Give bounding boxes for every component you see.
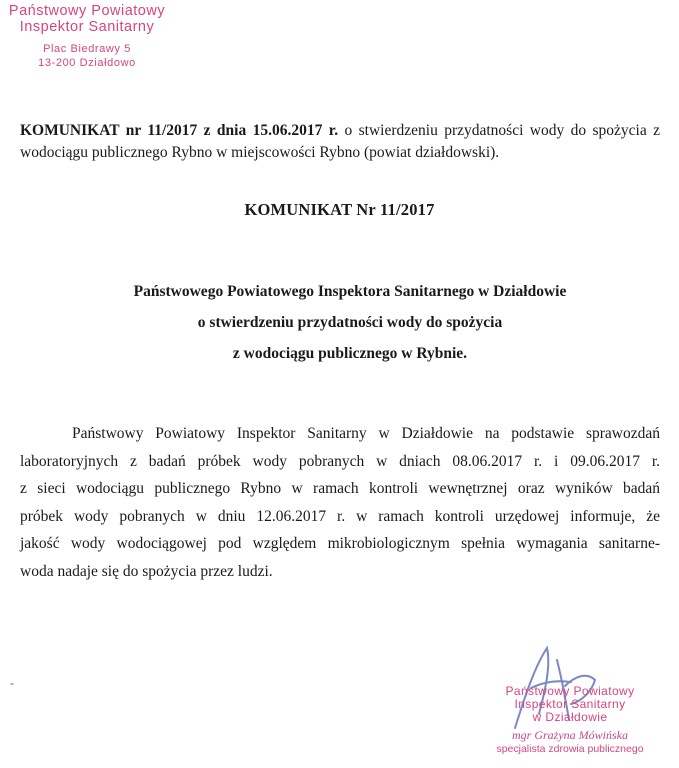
subtitle-line-3: z wodociągu publicznego w Rybnie. [232,345,468,362]
margin-mark: - [10,676,14,690]
stamp-signatory-role: specjalista zdrowia publicznego [496,742,644,755]
stamp-bottom-line-3: w Działdowie [532,710,608,725]
office-stamp-top [2,4,172,69]
body-line-2: laboratoryjnych z badań próbek wody pobranych w dniach 08.06.2017 r. i 09.06.2017 r. [20,452,660,470]
body-line-6: woda nadaje się do spożycia przez ludzi. [20,562,273,580]
body-line-3: z sieci wodociągu publicznego Rybno w ramach kontroli wewnętrznej oraz wyników badań [20,480,660,497]
stamp-bottom-line-1: Państwowy Powiatowy [505,684,635,698]
header-paragraph [20,120,660,164]
stamp-signatory-name: mgr Grażyna Mówińska [512,727,628,742]
stamp-top-address: Plac Biedrawy 5 [43,42,131,55]
office-stamp-bottom [470,685,670,755]
body-paragraph [20,420,660,585]
document-title: KOMUNIKAT Nr 11/2017 [244,200,435,219]
body-line-4: próbek wody pobranych w dniu 12.06.2017 r. w ramach kontroli urzędowej informuje, że [20,507,660,525]
header-bold-title: KOMUNIKAT nr 11/2017 z dnia 15.06.2017 r. [20,122,339,139]
subtitle-line-1: Państwowego Powiatowego Inspektora Sanitarnego w Działdowie [133,283,567,300]
body-line-5: jakość wody wodociągowej pod względem mikrobiologicznym spełnia wymagania sanitarne- [20,535,660,552]
stamp-top-line-1: Państwowy Powiatowy [8,3,166,19]
header-description: o stwierdzeniu przydatności wody do spożycia z wodociągu publicznego Rybno w miejscowości Rybno (powiat działdowski). [20,122,661,161]
body-line-1: Państwowy Powiatowy Inspektor Sanitarny w Działdowie na podstawie sprawozdań [72,425,660,442]
document-subtitle [60,276,640,369]
subtitle-line-2: o stwierdzeniu przydatności wody do spożycia [197,314,503,331]
stamp-bottom-line-2: Inspektor Sanitarny [514,697,626,712]
stamp-top-postal-code: 13-200 Działdowo [38,56,136,69]
stamp-top-line-2: Inspektor Sanitarny [19,18,155,35]
